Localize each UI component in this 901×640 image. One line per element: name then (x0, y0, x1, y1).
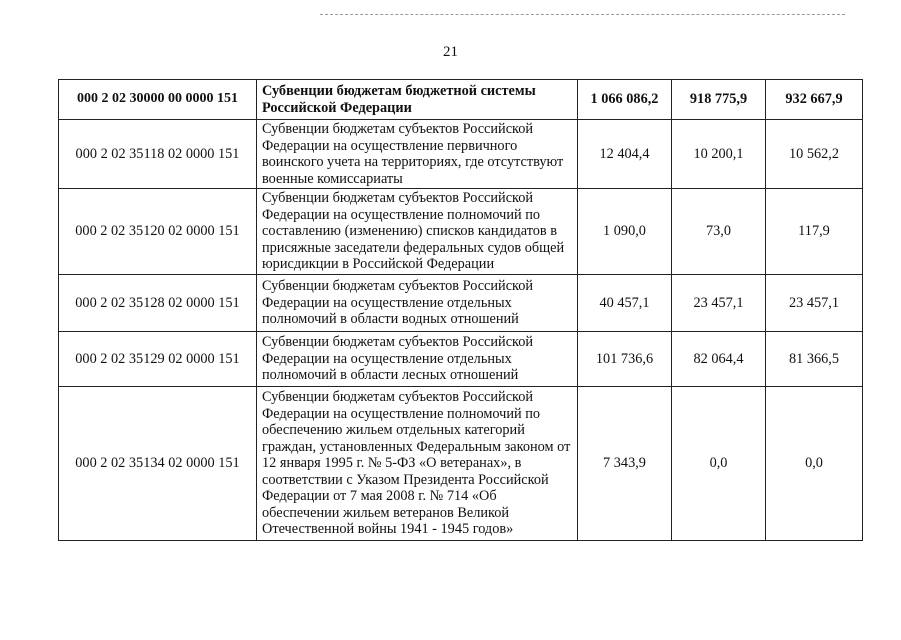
item-name: Субвенции бюджетам субъектов Российской Федерации на осуществление отдельных полномочий в области лесных отношений (257, 332, 578, 387)
table-row (59, 332, 863, 387)
value-year-2: 73,0 (672, 189, 766, 275)
item-name: Субвенции бюджетам бюджетной системы Российской Федерации (257, 80, 578, 120)
budget-code: 000 2 02 35118 02 0000 151 (59, 120, 257, 189)
value-year-2: 0,0 (672, 387, 766, 541)
budget-code: 000 2 02 35134 02 0000 151 (59, 387, 257, 541)
table-row (59, 189, 863, 275)
value-year-1: 7 343,9 (578, 387, 672, 541)
value-year-3: 117,9 (766, 189, 863, 275)
item-name: Субвенции бюджетам субъектов Российской Федерации на осуществление первичного воинского учета на территориях, где отсутствуют военные комиссариаты (257, 120, 578, 189)
value-year-2: 23 457,1 (672, 275, 766, 332)
value-year-1: 40 457,1 (578, 275, 672, 332)
value-year-2: 918 775,9 (672, 80, 766, 120)
budget-code: 000 2 02 35120 02 0000 151 (59, 189, 257, 275)
value-year-3: 10 562,2 (766, 120, 863, 189)
page-number: 21 (443, 44, 458, 60)
item-name: Субвенции бюджетам субъектов Российской Федерации на осуществление полномочий по обеспечению жильем отдельных категорий граждан, установленных Федеральным законом от 12 января 1995 г. № 5-ФЗ «О ветеранах», в соответствии с Указом Президента Российской Федерации от 7 мая 2008 г. № 714 «Об обеспечении жильем ветеранов Великой Отечественной войны 1941 - 1945 годов» (257, 387, 578, 541)
budget-code: 000 2 02 35128 02 0000 151 (59, 275, 257, 332)
top-edge-line (320, 14, 845, 15)
value-year-3: 23 457,1 (766, 275, 863, 332)
table-row (59, 80, 863, 120)
value-year-1: 101 736,6 (578, 332, 672, 387)
item-name: Субвенции бюджетам субъектов Российской Федерации на осуществление полномочий по составлению (изменению) списков кандидатов в присяжные заседатели федеральных судов общей юрисдикции в Российской Федерации (257, 189, 578, 275)
value-year-1: 12 404,4 (578, 120, 672, 189)
value-year-2: 10 200,1 (672, 120, 766, 189)
value-year-3: 0,0 (766, 387, 863, 541)
table-row (59, 387, 863, 541)
value-year-1: 1 090,0 (578, 189, 672, 275)
table-row (59, 120, 863, 189)
budget-code: 000 2 02 35129 02 0000 151 (59, 332, 257, 387)
budget-subventions-table (58, 79, 863, 541)
value-year-3: 932 667,9 (766, 80, 863, 120)
value-year-1: 1 066 086,2 (578, 80, 672, 120)
budget-code: 000 2 02 30000 00 0000 151 (59, 80, 257, 120)
item-name: Субвенции бюджетам субъектов Российской Федерации на осуществление отдельных полномочий в области водных отношений (257, 275, 578, 332)
value-year-2: 82 064,4 (672, 332, 766, 387)
table-row (59, 275, 863, 332)
value-year-3: 81 366,5 (766, 332, 863, 387)
